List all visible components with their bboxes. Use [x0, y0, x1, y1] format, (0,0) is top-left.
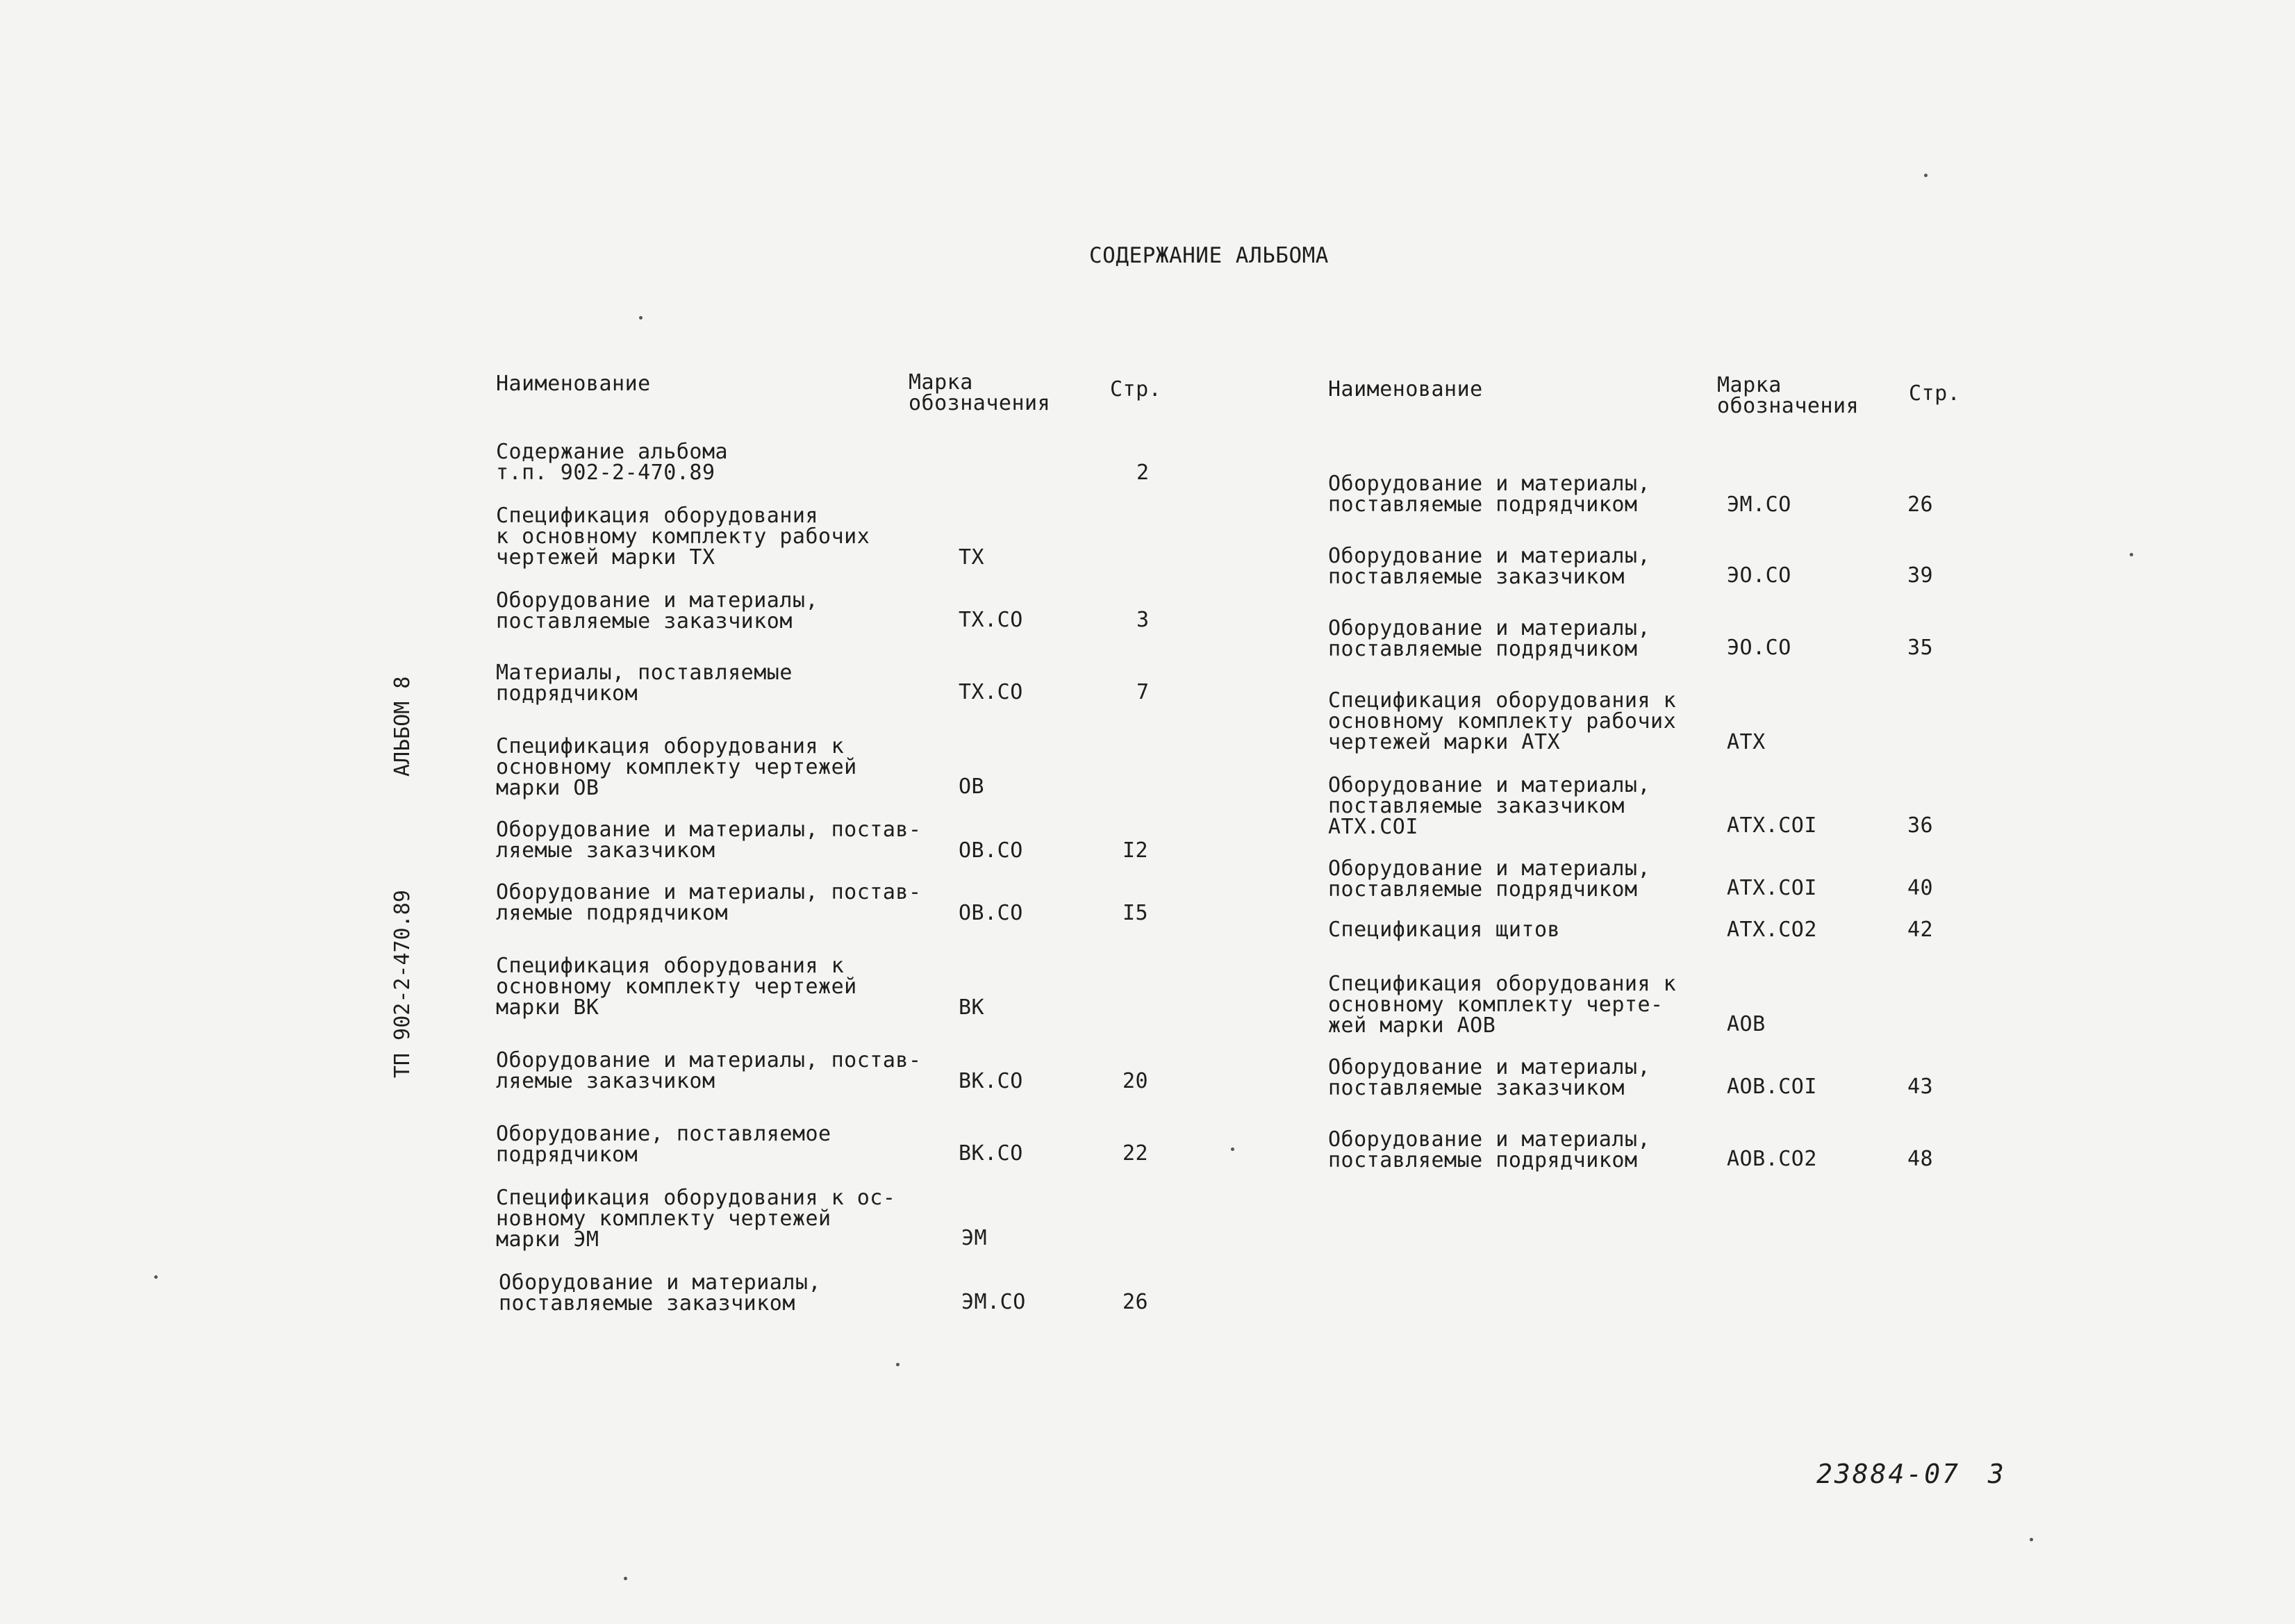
table-row-page: 3 [1136, 608, 1150, 632]
table-row-mark: АОВ [1727, 1012, 1766, 1036]
table-row-page: 40 [1907, 876, 1934, 900]
table-row-name: Оборудование и материалы, постав- ляемые заказчиком [496, 818, 922, 863]
stamp-number: 23884-07 [1816, 1459, 1961, 1489]
table-row-name: Оборудование и материалы, поставляемые заказчиком [499, 1270, 822, 1316]
table-row-name: Спецификация оборудования к ос- новному комплекту чертежей марки ЭМ [496, 1186, 896, 1252]
scan-speck [624, 1577, 627, 1580]
scan-speck [1231, 1147, 1234, 1151]
table-row-mark: ТХ [959, 545, 985, 570]
table-row-page: 48 [1907, 1147, 1934, 1171]
sheet-stamp [1816, 1459, 2006, 1489]
table-row-name: Оборудование и материалы, поставляемые подрядчиком [1328, 856, 1651, 902]
table-row-name: Оборудование и материалы, поставляемые заказчиком [1328, 1055, 1651, 1100]
table-row-mark: ЭО.СО [1727, 563, 1791, 588]
table-row-page: 43 [1907, 1075, 1934, 1099]
table-row-name: Оборудование и материалы, поставляемые подрядчиком [1328, 472, 1651, 517]
scan-speck [154, 1275, 158, 1279]
table-row-name: Спецификация щитов [1328, 918, 1561, 942]
right-header-name: Наименование [1328, 377, 1483, 401]
table-row-mark: АТХ.СОI [1727, 813, 1817, 838]
table-row-mark: ВК [959, 995, 985, 1020]
left-header-mark: Марка обозначения [909, 370, 1051, 415]
table-row-mark: ВК.СО [959, 1141, 1023, 1166]
table-row-mark: АТХ.СОI [1727, 876, 1817, 900]
table-row-mark: ЭО.СО [1727, 636, 1791, 660]
table-row-name: Оборудование и материалы, поставляемые подрядчиком [1328, 616, 1651, 661]
table-row-page: I5 [1122, 901, 1149, 925]
right-header-mark: Марка обозначения [1717, 373, 1859, 418]
table-row-name: Оборудование и материалы, постав- ляемые подрядчиком [496, 880, 922, 925]
scan-speck [639, 316, 643, 320]
table-row-name: Оборудование, поставляемое подрядчиком [496, 1122, 831, 1167]
table-row-name: Оборудование и материалы, постав- ляемые заказчиком [496, 1048, 922, 1093]
scan-speck [2130, 553, 2133, 556]
side-label-album: АЛЬБОМ 8 [390, 676, 415, 777]
table-row-name: Содержание альбома т.п. 902-2-470.89 [496, 440, 729, 485]
table-row-mark: ЭМ.СО [961, 1290, 1026, 1314]
table-row-name: Спецификация оборудования к основному комплекту черте- жей марки АОВ [1328, 972, 1677, 1038]
table-row-name: Оборудование и материалы, поставляемые заказчиком [496, 588, 819, 633]
table-row-page: 26 [1122, 1290, 1149, 1314]
table-row-mark: АТХ [1727, 730, 1766, 754]
table-row-page: 26 [1907, 492, 1934, 517]
table-row-name: Оборудование и материалы, поставляемые заказчиком АТХ.СОI [1328, 773, 1651, 839]
document-title: СОДЕРЖАНИЕ АЛЬБОМА [1089, 243, 1329, 268]
left-header-name: Наименование [496, 372, 651, 396]
table-row-name: Материалы, поставляемые подрядчиком [496, 661, 793, 706]
table-row-page: I2 [1122, 838, 1149, 863]
table-row-name: Спецификация оборудования к основному комплекту чертежей марки ОВ [496, 734, 857, 800]
scan-speck [896, 1363, 900, 1366]
table-row-name: Спецификация оборудования к основному комплекту чертежей марки ВК [496, 954, 857, 1020]
table-row-page: 42 [1907, 918, 1934, 942]
table-row-page: 36 [1907, 813, 1934, 838]
table-row-mark: ОВ [959, 774, 985, 799]
table-row-mark: ОВ.СО [959, 901, 1023, 925]
side-label-tp: ТП 902-2-470.89 [390, 890, 415, 1078]
table-row-mark: АТХ.СО2 [1727, 918, 1817, 942]
table-row-name: Оборудование и материалы, поставляемые заказчиком [1328, 544, 1651, 589]
table-row-mark: ТХ.СО [959, 680, 1023, 704]
table-row-mark: ОВ.СО [959, 838, 1023, 863]
table-row-page: 39 [1907, 563, 1934, 588]
table-row-page: 7 [1136, 680, 1150, 704]
table-row-page: 22 [1122, 1141, 1149, 1166]
table-row-mark: АОВ.СО2 [1727, 1147, 1817, 1171]
right-header-page: Стр. [1909, 381, 1961, 406]
scan-speck [1924, 174, 1928, 177]
table-row-mark: ТХ.СО [959, 608, 1023, 632]
table-row-page: 35 [1907, 636, 1934, 660]
table-row-name: Оборудование и материалы, поставляемые подрядчиком [1328, 1127, 1651, 1173]
scan-speck [2030, 1538, 2033, 1541]
table-row-name: Спецификация оборудования к основному комплекту рабочих чертежей марки ТХ [496, 504, 870, 570]
left-header-page: Стр. [1110, 377, 1162, 401]
table-row-mark: ВК.СО [959, 1069, 1023, 1093]
table-row-mark: ЭМ [961, 1226, 988, 1250]
table-row-mark: АОВ.СОI [1727, 1075, 1817, 1099]
table-row-mark: ЭМ.СО [1727, 492, 1791, 517]
stamp-page: 3 [1987, 1459, 2006, 1489]
table-row-page: 2 [1136, 461, 1150, 485]
table-row-name: Спецификация оборудования к основному комплекту рабочих чертежей марки АТХ [1328, 688, 1677, 754]
table-row-page: 20 [1122, 1069, 1149, 1093]
